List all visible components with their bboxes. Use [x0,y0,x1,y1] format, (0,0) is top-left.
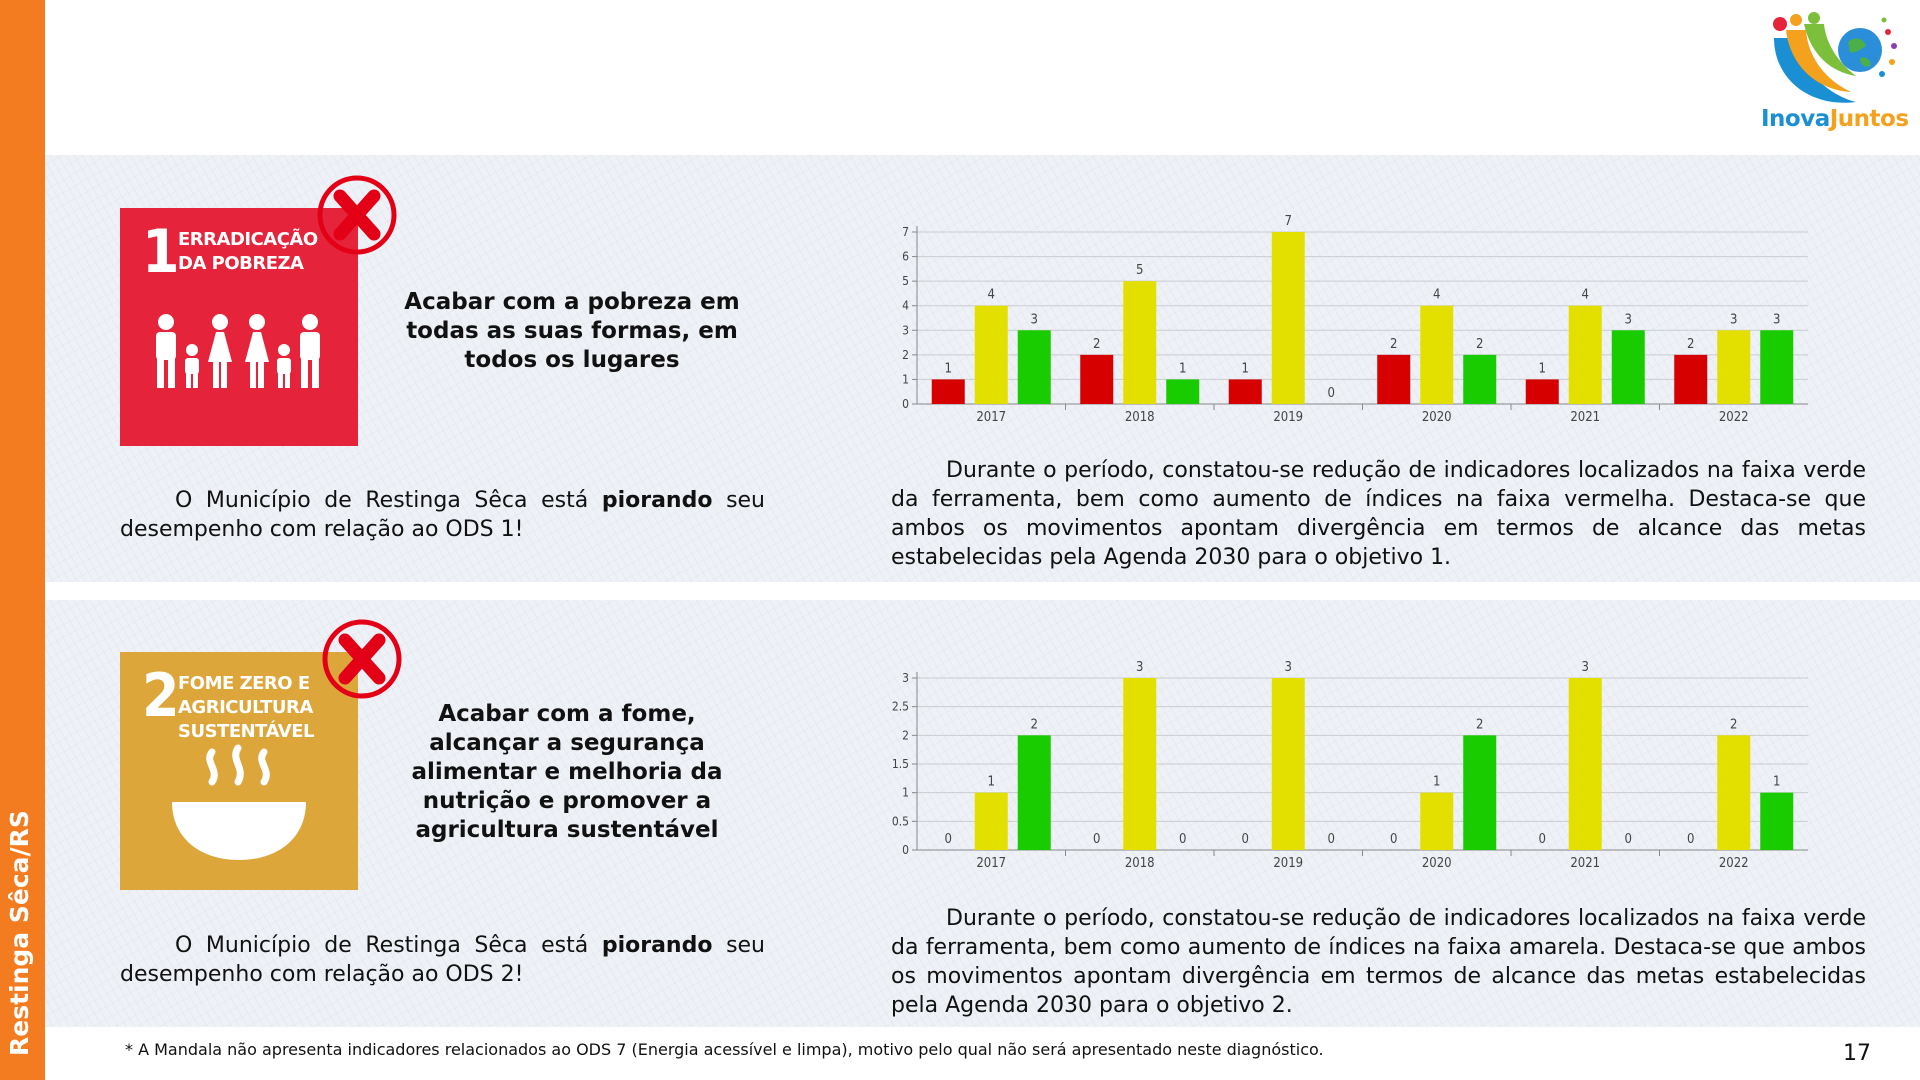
bar [1272,232,1305,404]
analysis-paragraph-2 [891,904,1866,1020]
page-number: 17 [1843,1041,1871,1066]
data-label: 2 [1476,336,1484,352]
data-label: 0 [944,832,952,847]
y-tick-label: 2.5 [891,699,909,714]
x-tick-label: 2021 [1570,856,1601,871]
x-tick-label: 2020 [1421,856,1452,871]
x-tick-label: 2017 [976,856,1007,871]
x-tick-label: 2022 [1718,410,1749,425]
y-tick-label: 0.5 [891,814,909,829]
x-tick-label: 2019 [1273,410,1304,425]
y-tick-label: 0 [902,397,909,411]
sdg-1-number: 1 [142,217,180,287]
data-label: 1 [944,361,952,377]
x-tick-label: 2017 [976,410,1007,425]
bar [1229,379,1262,404]
ods1-indicator-chart [895,204,1815,436]
data-label: 0 [1093,832,1101,847]
bar [975,793,1008,850]
data-label: 1 [1241,361,1249,377]
status-text-1 [120,486,765,544]
y-tick-label: 2 [902,347,909,362]
side-label [0,0,45,1080]
data-label: 0 [1327,386,1335,401]
bar [1272,678,1305,850]
bar [1760,330,1793,404]
data-label: 2 [1730,717,1738,733]
bar [1463,735,1496,850]
data-label: 3 [1030,312,1038,328]
status-2-bold: piorando [601,933,713,958]
data-label: 2 [1687,336,1695,352]
bar [975,306,1008,404]
goal-2-text: Acabar com a fome, alcançar a segurança alimentar e melhoria da nutrição e promover a agricultura sustentável [411,701,723,843]
y-tick-label: 2 [902,728,909,743]
data-label: 0 [1538,832,1546,847]
data-label: 3 [1730,312,1738,328]
y-tick-label: 1 [902,372,909,387]
sdg-2-number: 2 [142,661,180,731]
y-tick-label: 1 [902,785,909,800]
x-tick-label: 2022 [1718,856,1749,871]
footnote: * A Mandala não apresenta indicadores relacionados ao ODS 7 (Energia acessível e limpa), motivo pelo qual não será apresentado neste diagnóstico. [125,1040,1324,1059]
x-tick-label: 2019 [1273,856,1304,871]
analysis-paragraph-1 [891,456,1866,572]
analysis-2-text: Durante o período, constatou-se redução de indicadores localizados na faixa verde da ferramenta, bem como aumento de índices na faixa amarela. Destaca-se que ambos os movimentos apontam divergência em termos de alcance das metas estabelecidas pela Agenda 2030 para o objetivo 2. [891,906,1866,1018]
ods2-indicator-chart [891,650,1815,882]
data-label: 1 [1179,361,1187,377]
data-label: 0 [1687,832,1695,847]
data-label: 1 [1433,774,1441,790]
bar [1377,355,1410,404]
data-label: 2 [1476,717,1484,733]
data-label: 0 [1390,832,1398,847]
bar [1717,735,1750,850]
bar [932,379,965,404]
status-1-bold: piorando [601,488,713,513]
data-label: 3 [1136,660,1144,675]
status-1-prefix: O Município de Restinga Sêca está [175,488,602,513]
data-label: 0 [1241,832,1249,847]
bar [1717,330,1750,404]
y-tick-label: 6 [902,249,909,264]
bar [1569,678,1602,850]
data-label: 3 [1773,312,1781,328]
sdg-2-title: FOME ZERO E AGRICULTURA SUSTENTÁVEL [178,673,314,742]
bar [1018,330,1051,404]
data-label: 1 [1538,361,1546,377]
data-label: 2 [1093,336,1101,352]
y-tick-label: 3 [902,323,909,338]
data-label: 4 [1433,287,1441,303]
data-label: 1 [1773,774,1781,790]
bar [1123,281,1156,404]
bar [1760,793,1793,850]
data-label: 0 [1624,832,1632,847]
y-tick-label: 3 [902,671,909,685]
data-label: 4 [1581,287,1589,303]
analysis-1-text: Durante o período, constatou-se redução de indicadores localizados na faixa verde da ferramenta, bem como aumento de índices na faixa vermelha. Destaca-se que ambos os movimentos apontam divergência em termos de alcance das metas estabelecidas pela Agenda 2030 para o objetivo 1. [891,458,1866,570]
logo-text-inova: Inova [1761,106,1830,132]
x-tick-label: 2020 [1421,410,1452,425]
data-label: 2 [1030,717,1038,733]
municipality-label: Restinga Sêca/RS [5,810,34,1056]
worsening-x-icon [321,618,403,700]
status-2-prefix: O Município de Restinga Sêca está [175,933,602,958]
bar [1569,306,1602,404]
bar [1674,355,1707,404]
status-1-suffix: seu desempenho com relação ao ODS 1! [120,488,766,542]
bar [1420,306,1453,404]
bar [1080,355,1113,404]
data-label: 3 [1581,660,1589,675]
data-label: 4 [987,287,995,303]
y-tick-label: 7 [902,225,909,239]
data-label: 1 [987,774,995,790]
status-2-suffix: seu desempenho com relação ao ODS 2! [120,933,766,987]
worsening-x-icon [316,174,398,256]
logo-text-juntos: Juntos [1829,106,1909,132]
bar [1166,379,1199,404]
bar [1463,355,1496,404]
y-tick-label: 5 [902,274,909,289]
y-tick-label: 1.5 [891,757,909,771]
data-label: 5 [1136,263,1144,279]
status-text-2 [120,931,765,989]
bar [1526,379,1559,404]
x-tick-label: 2018 [1124,410,1155,425]
bar [1018,735,1051,850]
data-label: 0 [1327,832,1335,847]
bar [1420,793,1453,850]
bar [1612,330,1645,404]
data-label: 0 [1179,832,1187,847]
data-label: 3 [1284,660,1292,675]
bar [1123,678,1156,850]
data-label: 2 [1390,336,1398,352]
sdg-1-title: ERRADICAÇÃO DA POBREZA [178,229,318,274]
goal-1-text: Acabar com a pobreza em todas as suas formas, em todos os lugares [404,289,740,373]
y-tick-label: 4 [902,298,909,313]
x-tick-label: 2021 [1570,410,1601,425]
data-label: 7 [1284,214,1292,229]
data-label: 3 [1624,312,1632,328]
logo-text [1761,106,1909,132]
y-tick-label: 0 [902,843,909,857]
x-tick-label: 2018 [1124,856,1155,871]
